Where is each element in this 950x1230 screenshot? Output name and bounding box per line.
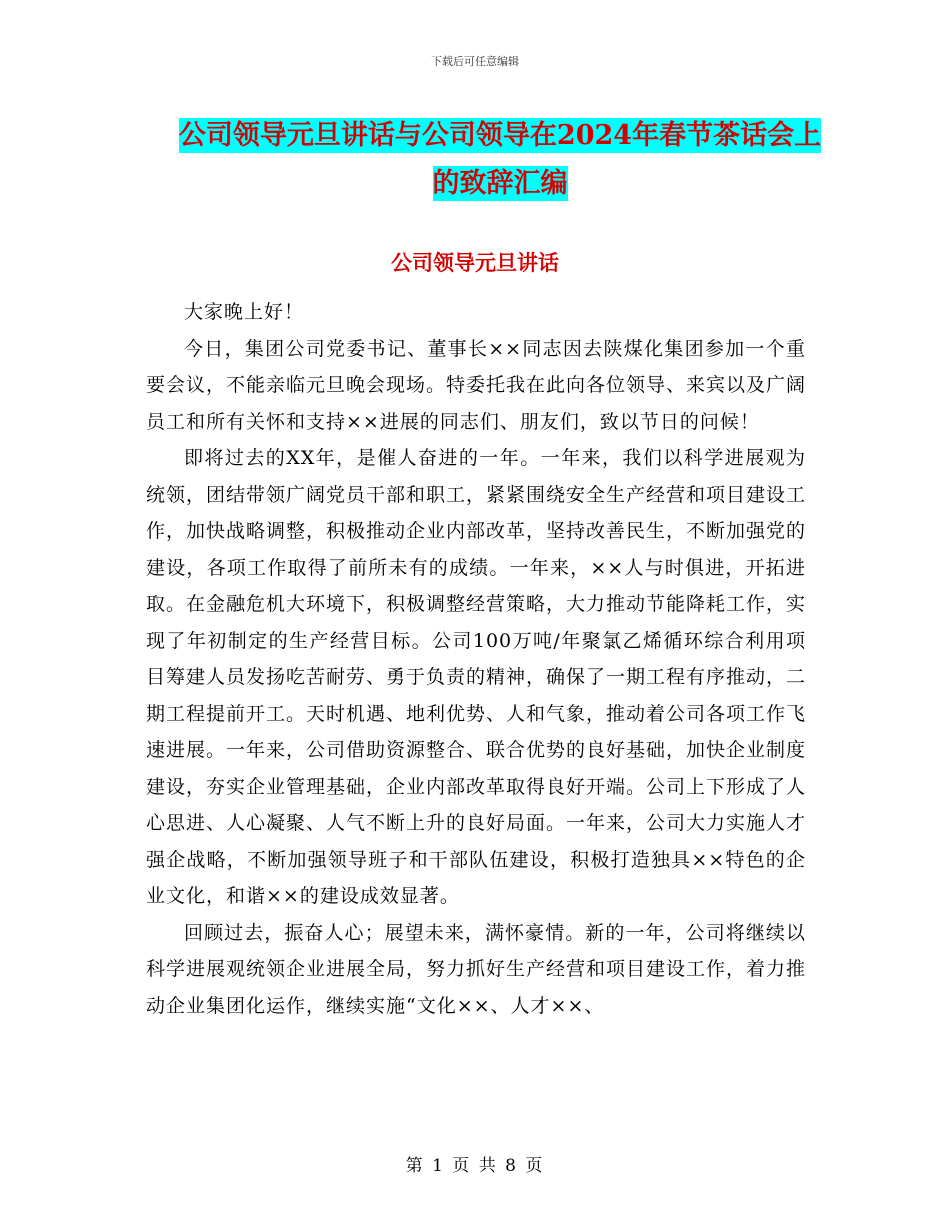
document-title-line-1: 公司领导元旦讲话与公司领导在2024年春节茶话会上 [178, 120, 822, 151]
body-text [146, 294, 806, 1024]
paragraph: 回顾过去，振奋人心；展望未来，满怀豪情。新的一年，公司将继续以科学进展观统领企业进展全局，努力抓好生产经营和项目建设工作，着力推动企业集团化运作，继续实施“文化××、人才××、 [146, 921, 807, 1017]
paragraph: 今日，集团公司党委书记、董事长××同志因去陕煤化集团参加一个重要会议，不能亲临元旦晚会现场。特委托我在此向各位领导、来宾以及广阔员工和所有关怀和支持××进展的同志们、朋友们，致以节日的问候！ [146, 337, 807, 433]
section-title: 公司领导元旦讲话 [391, 250, 559, 275]
header-note: 下载后可任意编辑 [431, 55, 519, 68]
document-title [150, 112, 850, 208]
paragraph: 即将过去的XX年，是催人奋进的一年。一年来，我们以科学进展观为统领，团结带领广阔党员干部和职工，紧紧围绕安全生产经营和项目建设工作，加快战略调整，积极推动企业内部改革，坚持改善民生，不断加强党的建设，各项工作取得了前所未有的成绩。一年来，××人与时俱进，开拓进取。在金融危机大环境下，积极调整经营策略，大力推动节能降耗工作，实现了年初制定的生产经营目标。公司100万吨/年聚氯乙烯循环综合利用项目筹建人员发扬吃苦耐劳、勇于负责的精神，确保了一期工程有序推动，二期工程提前开工。天时机遇、地利优势、人和气象，推动着公司各项工作飞速进展。一年来，公司借助资源整合、联合优势的良好基础，加快企业制度建设，夯实企业管理基础，企业内部改革取得良好开端。公司上下形成了人心思进、人心凝聚、人气不断上升的良好局面。一年来，公司大力实施人才强企战略，不断加强领导班子和干部队伍建设，积极打造独具××特色的企业文化，和谐××的建设成效显著。 [146, 447, 807, 907]
document-title-line-2: 的致辞汇编 [432, 168, 568, 199]
paragraph-greeting: 大家晚上好！ [184, 301, 305, 323]
page-number: 第 1 页 共 8 页 [405, 1156, 545, 1176]
